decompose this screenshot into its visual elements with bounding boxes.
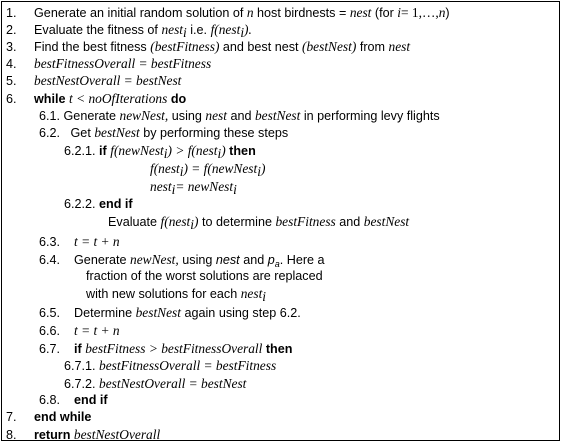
step-6-2-1 <box>64 142 256 160</box>
step-text: (for <box>374 6 394 20</box>
step-4 <box>6 55 211 73</box>
step-6-7-1 <box>64 357 276 375</box>
math-sub: i <box>217 146 222 161</box>
step-text: Generate <box>63 109 117 123</box>
step-text: and <box>243 253 265 267</box>
math-f: f(nest <box>160 214 191 229</box>
keyword-then: then <box>265 342 293 356</box>
math-assign: bestFitnessOverall = bestFitness <box>34 56 212 71</box>
math-assign: = newNest <box>175 179 234 194</box>
step-number: 3. <box>6 40 17 54</box>
step-6-2 <box>39 124 288 142</box>
step-number: 2. <box>6 23 17 37</box>
step-7 <box>6 409 91 426</box>
math-bestnest: bestNest <box>135 305 181 320</box>
math-i: i <box>397 5 402 20</box>
math-bestnest: (bestNest) <box>302 39 357 54</box>
math-sub: i <box>163 146 168 161</box>
step-text: and <box>339 215 361 229</box>
algorithm-box <box>1 1 560 441</box>
step-6-4-cont2 <box>86 285 266 303</box>
step-number: 6.7. <box>39 342 61 356</box>
step-number: 6.5. <box>39 306 61 320</box>
step-text: by performing these steps <box>143 126 289 140</box>
keyword-if: if <box>99 144 107 158</box>
step-text: to determine <box>201 215 272 229</box>
math-f: ) <box>194 214 199 229</box>
keyword-if: if <box>74 342 82 356</box>
step-number: 6.7.2. <box>64 377 96 391</box>
math-f: ). <box>244 22 252 37</box>
step-number: 6.4. <box>39 253 61 267</box>
step-text: . Here a <box>279 253 325 267</box>
step-text: fraction of the worst solutions are replaced <box>86 269 323 283</box>
step-6-4-cont <box>86 268 323 285</box>
math-sub: i <box>179 164 184 179</box>
math-nest: nest <box>349 5 372 20</box>
keyword-end-if: end if <box>99 197 133 211</box>
step-number: 6. <box>6 92 17 106</box>
math-assign: t = t + n <box>74 323 120 338</box>
step-5 <box>6 72 181 90</box>
step-1 <box>6 4 450 22</box>
evaluate-line <box>108 213 409 231</box>
step-8 <box>6 426 160 444</box>
step-text: using <box>171 109 202 123</box>
step-number: 5. <box>6 74 17 88</box>
math-sub: a <box>274 259 280 269</box>
math-f: f(nest <box>210 22 241 37</box>
step-number: 6.2. <box>39 126 61 140</box>
math-nest: nest <box>240 286 263 301</box>
step-6-3 <box>39 233 120 251</box>
step-text: i.e. <box>190 23 208 37</box>
math-sub: i <box>257 164 261 179</box>
math-n: n <box>438 5 446 20</box>
step-number: 7. <box>6 410 17 424</box>
math-nest: nest <box>388 39 411 54</box>
paren: ) <box>445 6 450 20</box>
step-6-7-2 <box>64 375 246 393</box>
step-text: Generate an initial random solution of <box>34 6 244 20</box>
math-assign: bestNestOverall = bestNest <box>99 376 247 391</box>
step-number: 4. <box>6 57 17 71</box>
step-3 <box>6 38 410 56</box>
math-sub: i <box>183 25 187 40</box>
keyword-return: return <box>34 428 71 442</box>
step-text: Evaluate the fitness of <box>34 23 158 37</box>
keyword-end-while: end while <box>34 410 92 424</box>
math-condition: bestFitness > bestFitnessOverall <box>85 341 263 356</box>
math-assign: bestNestOverall = bestNest <box>34 73 182 88</box>
math-assign: f(nest <box>150 161 180 176</box>
math-nest: nest <box>215 253 240 267</box>
step-text: Determine <box>74 306 133 320</box>
math-bestfitness: bestFitness <box>275 214 336 229</box>
math-condition: f(newNest <box>110 143 164 158</box>
step-text: Evaluate <box>108 215 158 229</box>
step-text: and <box>230 109 252 123</box>
math-bestfitness: (bestFitness) <box>150 39 220 54</box>
math-newnest: newNest, <box>119 108 169 123</box>
step-2 <box>6 21 252 39</box>
math-nest: nest <box>161 22 184 37</box>
step-text: Get <box>70 126 91 140</box>
math-bestnest: bestNest <box>94 125 140 140</box>
math-nest: nest <box>205 108 227 123</box>
step-number: 6.2.2. <box>64 197 96 211</box>
step-6-8 <box>39 392 108 409</box>
math-bestnest: bestNest <box>363 214 410 229</box>
keyword-then: then <box>229 144 256 158</box>
step-text: again using step 6.2. <box>184 306 301 320</box>
math-sub: i <box>262 289 267 304</box>
math-sub: i <box>190 217 194 232</box>
step-text: using <box>182 253 213 267</box>
step-text: from <box>359 40 386 54</box>
step-number: 6.7.1. <box>64 359 96 373</box>
math-newnest: newNest, <box>130 252 179 267</box>
step-text: with new solutions for each <box>86 287 238 301</box>
math-condition: t < noOfIterations <box>69 91 168 106</box>
math-sub: i <box>240 25 245 40</box>
math-bestnest: bestNest <box>254 108 301 123</box>
step-number: 6.8. <box>39 393 61 407</box>
math-p: p <box>267 253 275 267</box>
step-text: in performing levy flights <box>303 109 440 123</box>
math-assign: t = t + n <box>74 234 120 249</box>
math-assign: nest <box>150 179 172 194</box>
step-text: Find the best fitness <box>34 40 147 54</box>
step-number: 6.2.1. <box>64 144 96 158</box>
math-n: n <box>246 5 254 20</box>
step-6-6 <box>39 322 120 340</box>
math-range: = 1,…, <box>401 5 439 20</box>
math-assign: ) = f(newNest <box>183 161 258 176</box>
assign-fitness <box>150 160 265 178</box>
step-text: Generate <box>74 253 127 267</box>
step-6 <box>6 90 186 108</box>
assign-nest <box>150 178 237 196</box>
step-number: 6.1. <box>39 109 61 123</box>
keyword-end-if: end if <box>74 393 108 407</box>
step-6-7 <box>39 340 292 358</box>
keyword-do: do <box>170 92 187 106</box>
math-sub: i <box>233 182 237 197</box>
step-6-1 <box>39 107 440 125</box>
step-6-4 <box>39 251 325 269</box>
math-return-value: bestNestOverall <box>73 427 161 442</box>
step-6-5 <box>39 304 301 322</box>
step-6-2-2 <box>64 196 133 213</box>
step-number: 6.6. <box>39 324 61 338</box>
step-text: and best nest <box>222 40 299 54</box>
step-text: host birdnests = <box>257 6 347 20</box>
step-number: 6.3. <box>39 235 61 249</box>
step-number: 1. <box>6 6 17 20</box>
math-assign: ) <box>260 161 266 176</box>
keyword-while: while <box>34 92 66 106</box>
math-condition: ) <box>221 143 226 158</box>
step-number: 8. <box>6 428 17 442</box>
math-condition: ) > f(nest <box>167 143 218 158</box>
math-assign: bestFitnessOverall = bestFitness <box>99 358 277 373</box>
math-sub: i <box>171 182 176 197</box>
